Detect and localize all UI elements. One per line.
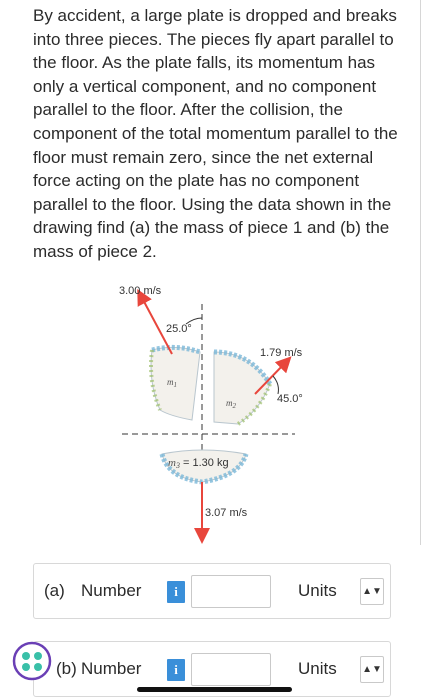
v2-label: 1.79 m/s (260, 347, 303, 359)
number-label-a: Number (81, 581, 142, 600)
answer-row-a (33, 563, 391, 619)
v3-label: 3.07 m/s (205, 507, 248, 519)
m1-label: $m_1$ (167, 377, 177, 389)
units-label-b: Units (298, 659, 337, 678)
part-label-b: (b) (56, 659, 77, 678)
number-label-b: Number (81, 659, 142, 678)
v1-label: 3.00 m/s (119, 285, 162, 297)
up-down-chevron-icon: ▲▼ (362, 586, 382, 597)
page-divider (420, 0, 421, 545)
units-select-b[interactable] (360, 656, 384, 683)
part-label-a: (a) (44, 581, 65, 600)
angle-arc-2 (273, 376, 278, 394)
m3-label: m3 = 1.30 kg (168, 457, 229, 470)
assistant-badge-icon[interactable] (12, 641, 52, 681)
angle2-label: 45.0° (277, 393, 303, 405)
units-label-a: Units (298, 581, 337, 600)
info-icon[interactable]: i (167, 659, 185, 681)
number-input-a[interactable] (191, 575, 271, 608)
up-down-chevron-icon: ▲▼ (362, 664, 382, 675)
m2-label: $m_2$ (226, 398, 236, 410)
home-indicator (137, 687, 292, 692)
problem-text: By accident, a large plate is dropped and breaks into three pieces. The pieces fly apart parallel to the floor. As the plate falls, its momentum has only a vertical component, and no component parallel to the floor. After the collision, the component of the total momentum parallel to the floor must remain zero, since the net external force acting on the plate has no component parallel to the floor. Using the data shown in the drawing find (a) the mass of piece 1 and (b) the mass of piece 2. (33, 6, 398, 261)
momentum-diagram (110, 282, 320, 544)
number-input-b[interactable] (191, 653, 271, 686)
units-select-a[interactable] (360, 578, 384, 605)
info-icon[interactable]: i (167, 581, 185, 603)
angle1-label: 25.0° (166, 323, 192, 335)
